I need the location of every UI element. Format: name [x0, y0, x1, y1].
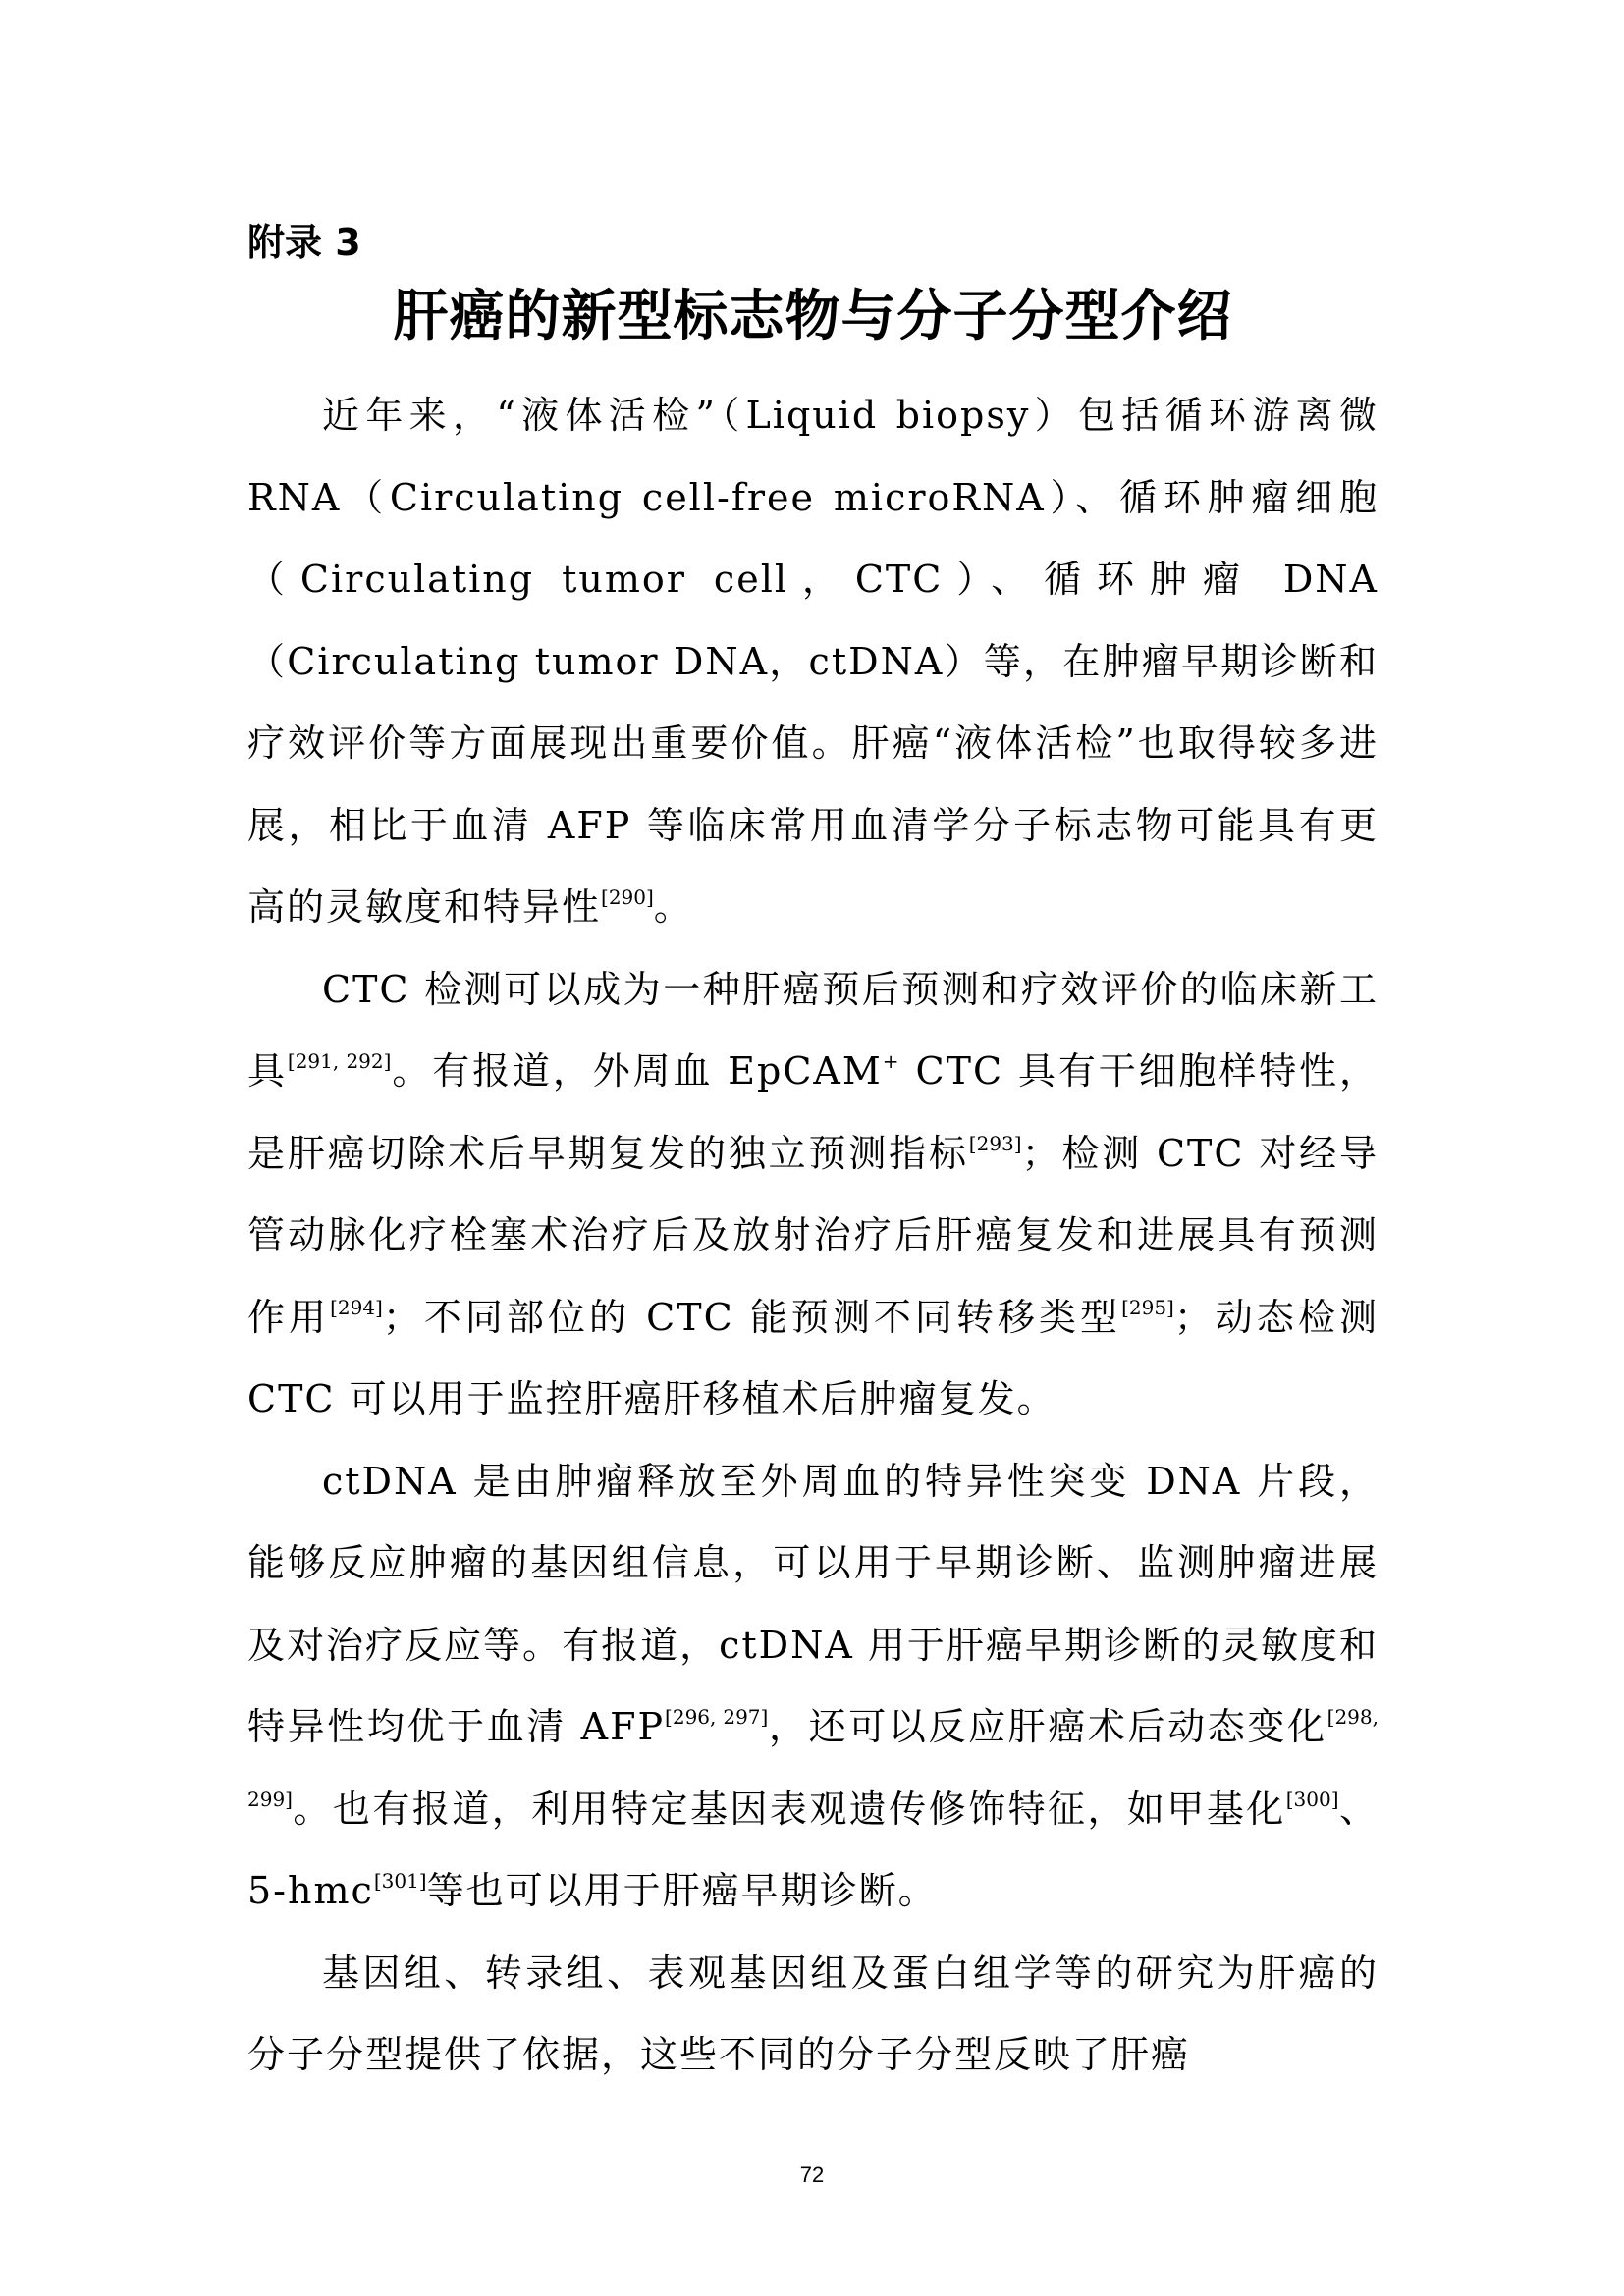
page-title: 肝癌的新型标志物与分子分型介绍	[393, 285, 1233, 348]
citation: [300]	[1285, 1787, 1339, 1811]
superscript-plus: +	[882, 1049, 901, 1073]
citation: [301]	[373, 1869, 427, 1893]
paragraph-text: 。	[653, 885, 693, 929]
paragraph-text: 基因组、转录组、表观基因组及蛋白组学等的研究为肝癌的分子分型提供了依据，这些不同的分子分型反映了肝癌	[247, 1950, 1379, 2076]
citation: [298, 299]	[247, 1705, 1379, 1811]
citation: [296, 297]	[665, 1705, 769, 1729]
paragraph-text: 。也有报道，利用特定基因表观遗传修饰特征，如甲基化	[292, 1787, 1286, 1831]
paragraph-text: 近年来，“液体活检”（Liquid biopsy）包括循环游离微 RNA（Circulating cell-free microRNA）、循环肿瘤细胞（Circulating tumor cell，CTC）、循环肿瘤 DNA（Circulating tumor DNA，ctDNA）等，在肿瘤早期诊断和疗效评价等方面展现出重要价值。肝癌“液体活检”也取得较多进展，相比于血清 AFP 等临床常用血清学分子标志物可能具有更高的灵敏度和特异性	[247, 394, 1379, 929]
citation: [290]	[601, 885, 654, 909]
paragraph-ctc	[247, 949, 1379, 1441]
citation: [294]	[330, 1295, 383, 1319]
paragraph-text: ctDNA 是由肿瘤释放至外周血的特异性突变 DNA 片段，能够反应肿瘤的基因组信息，可以用于早期诊断、监测肿瘤进展及对治疗反应等。有报道，ctDNA 用于肝癌早期诊断的灵敏度和特异性均优于血清 AFP	[247, 1459, 1379, 1748]
paragraph-molecular-typing	[247, 1933, 1379, 2097]
page-number: 72	[799, 2163, 825, 2187]
paragraph-ctdna	[247, 1441, 1379, 1933]
paragraph-text: 、5-hmc	[247, 1787, 1379, 1912]
paragraph-text: 等也可以用于肝癌早期诊断。	[426, 1869, 938, 1912]
paragraph-text: 。有报道，外周血 EpCAM	[391, 1049, 883, 1093]
paragraph-text: ；动态检测 CTC 可以用于监控肝癌肝移植术后肿瘤复发。	[247, 1295, 1379, 1420]
paragraph-text: ，还可以反应肝癌术后动态变化	[768, 1705, 1327, 1748]
paragraph-text: CTC 具有干细胞样特性，是肝癌切除术后早期复发的独立预测指标	[247, 1049, 1379, 1175]
paragraph-text: CTC 检测可以成为一种肝癌预后预测和疗效评价的临床新工具	[247, 967, 1379, 1093]
paragraph-text: ；不同部位的 CTC 能预测不同转移类型	[382, 1295, 1122, 1339]
body-text	[247, 375, 1379, 2097]
citation: [295]	[1121, 1295, 1174, 1319]
paragraph-liquid-biopsy	[247, 375, 1379, 949]
paragraph-text: ；检测 CTC 对经导管动脉化疗栓塞术治疗后及放射治疗后肝癌复发和进展具有预测作用	[247, 1131, 1379, 1339]
citation: [291, 292]	[287, 1049, 392, 1073]
citation: [293]	[968, 1131, 1022, 1155]
appendix-label: 附录 3	[247, 221, 361, 264]
